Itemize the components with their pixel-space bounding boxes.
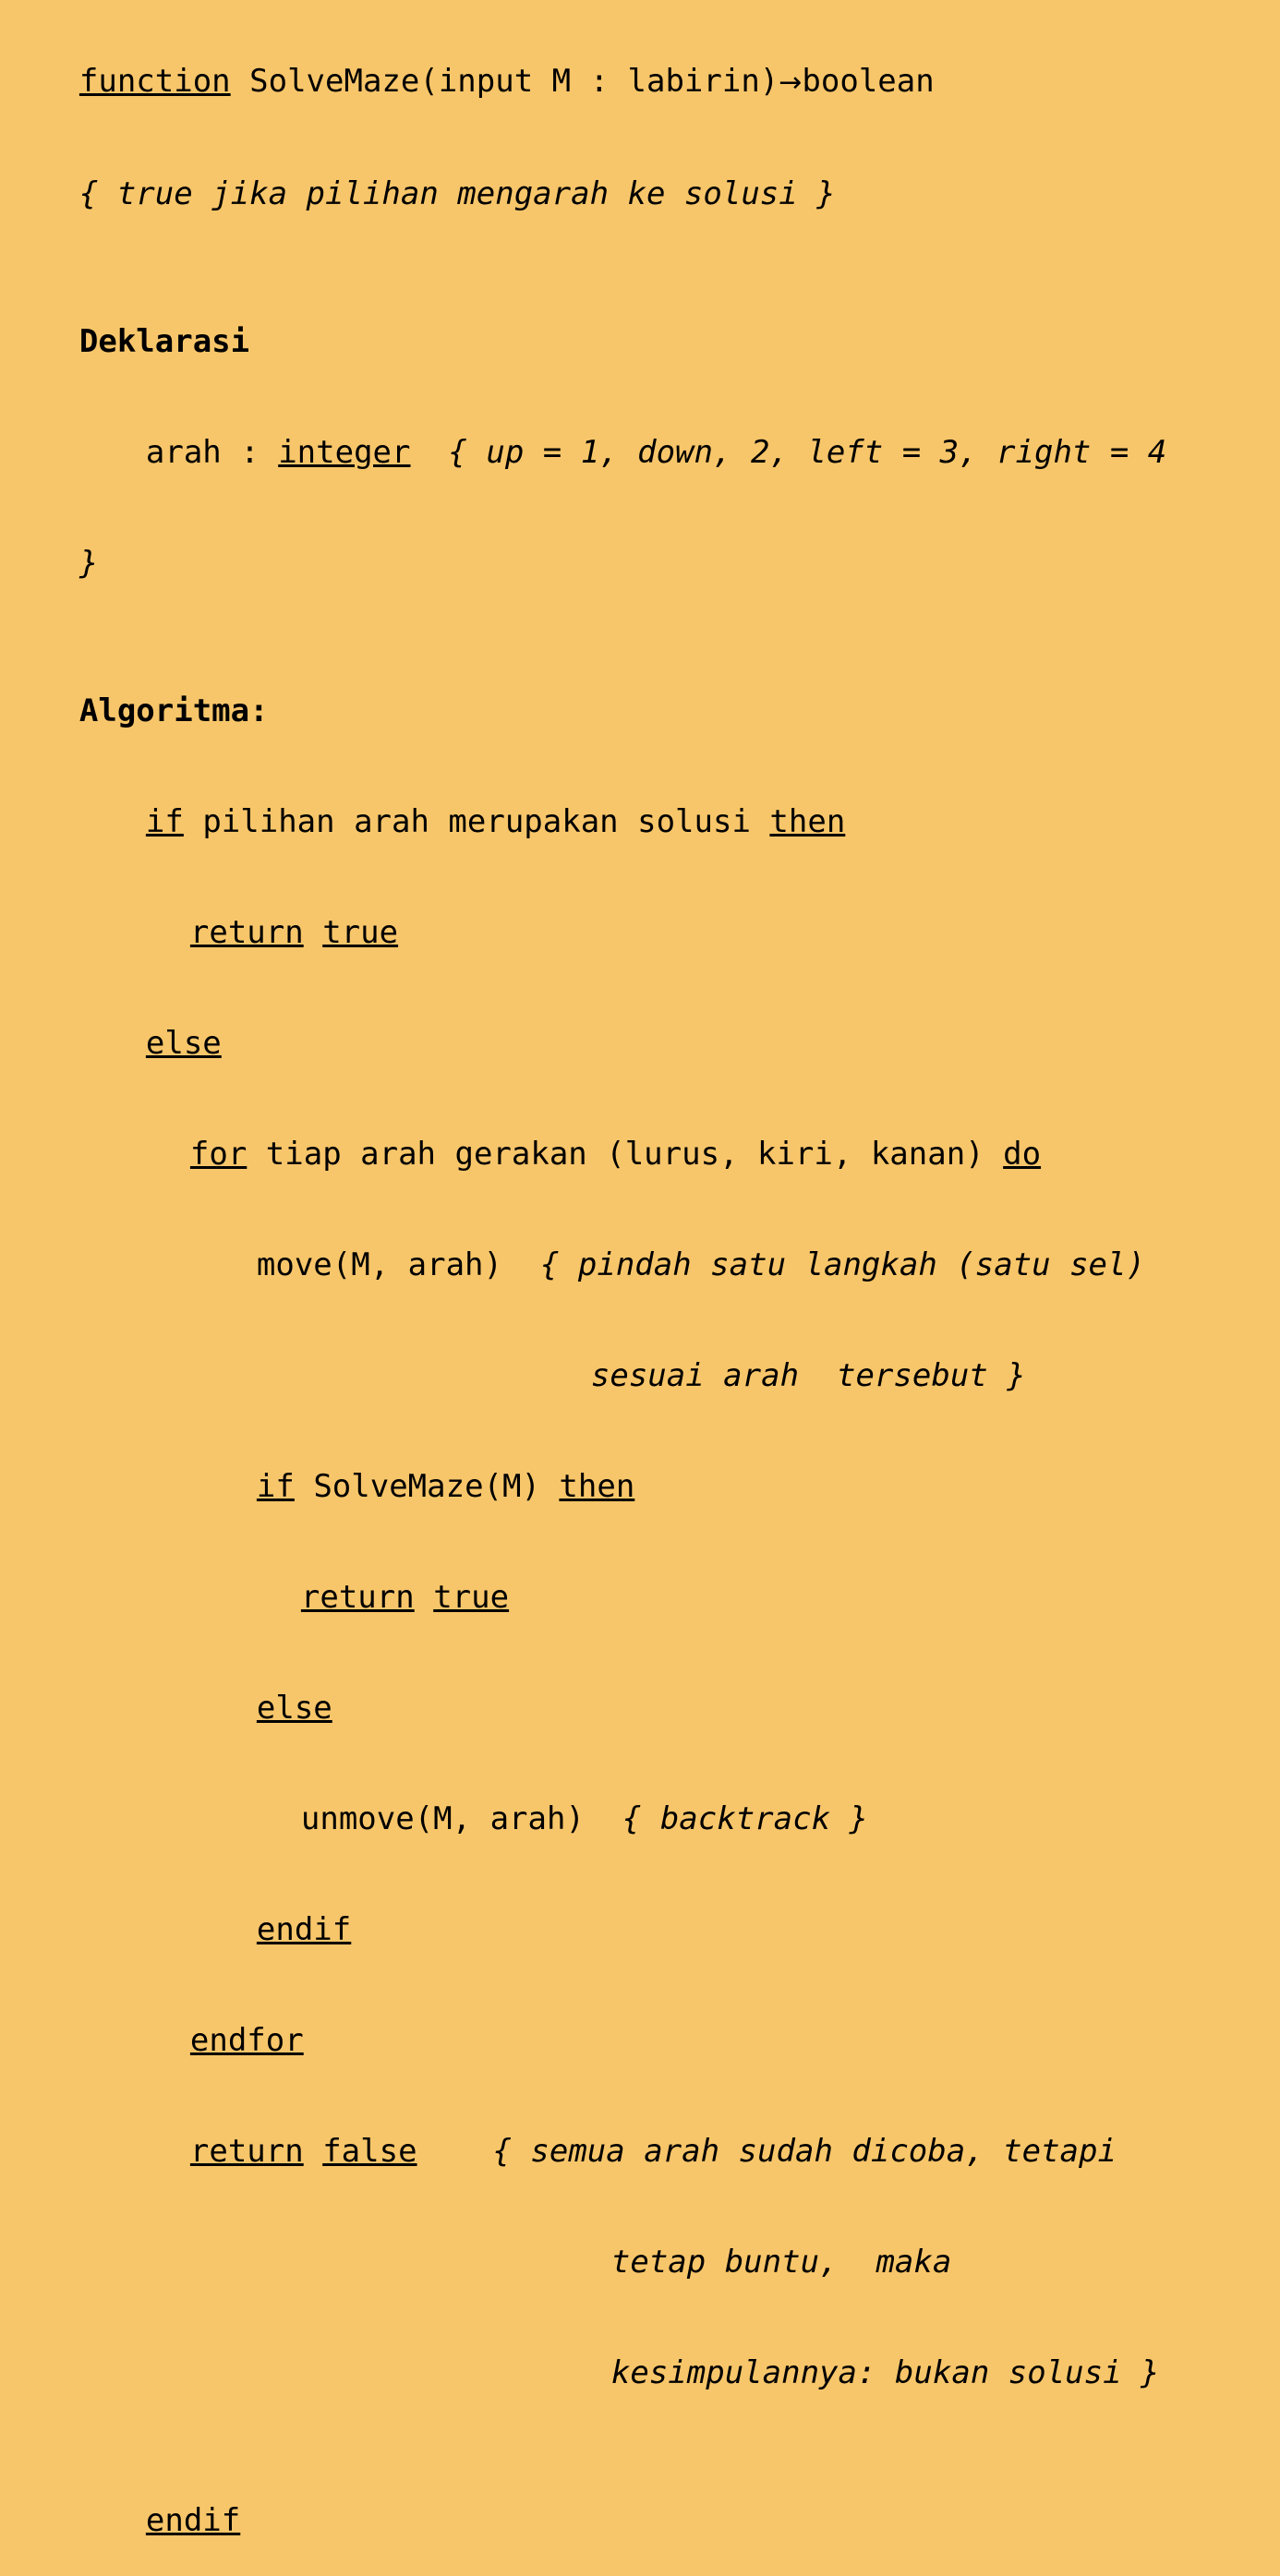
return-false-line <box>4 2096 1280 2207</box>
else-inner-line <box>4 1653 1280 1763</box>
spacer-2 <box>4 619 1280 656</box>
for-text: tiap arah gerakan (lurus, kiri, kanan) <box>247 1136 1004 1173</box>
endif-keyword-inner: endif <box>256 1911 352 1948</box>
if-condition-text: pilihan arah merupakan solusi <box>183 803 770 840</box>
if-solvemaze-line <box>4 1431 1280 1542</box>
for-keyword: for <box>189 1136 248 1173</box>
return-keyword: return <box>189 914 304 951</box>
do-keyword: do <box>1003 1136 1042 1173</box>
return-value-inner: true <box>433 1579 510 1616</box>
function-signature-line <box>4 26 1280 138</box>
return-true-line <box>4 877 1280 988</box>
if-keyword-inner: if <box>256 1468 295 1505</box>
function-comment: { true jika pilihan mengarah ke solusi } <box>78 175 836 212</box>
if-solution-line <box>4 766 1280 877</box>
declaration-comment-close-line <box>4 508 1280 619</box>
declaration-line <box>4 397 1280 508</box>
move-call-line <box>4 1210 1280 1320</box>
else-outer-line <box>4 988 1280 1099</box>
return-false-comment-continued: tetap buntu, maka <box>610 2244 952 2281</box>
declaration-variable: arah : <box>145 434 279 471</box>
declaration-type: integer <box>278 434 411 471</box>
return-false-comment-line-2 <box>4 2207 1280 2317</box>
spacer-1 <box>4 249 1280 286</box>
algoritma-heading-line <box>4 656 1280 766</box>
unmove-call: unmove(M, arah) <box>300 1800 585 1837</box>
function-comment-line <box>4 138 1280 249</box>
endif-inner-line <box>4 1874 1280 1985</box>
if-keyword: if <box>145 803 184 840</box>
return-true-inner-line <box>4 1542 1280 1653</box>
endfor-line <box>4 1985 1280 2096</box>
algoritma-heading: Algoritma: <box>78 692 269 729</box>
move-call: move(M, arah) <box>256 1246 502 1283</box>
move-comment: { pindah satu langkah (satu sel) <box>502 1246 1145 1283</box>
function-keyword: function <box>78 63 231 100</box>
unmove-call-line <box>4 1763 1280 1874</box>
unmove-comment: { backtrack } <box>584 1800 868 1837</box>
declaration-comment-close: } <box>78 545 99 582</box>
if-inner-text: SolveMaze(M) <box>294 1468 560 1505</box>
function-return-type: boolean <box>802 63 935 100</box>
return-false-comment: { semua arah sudah dicoba, tetapi <box>492 2133 1117 2170</box>
then-keyword-inner: then <box>559 1468 635 1505</box>
endif-keyword-outer: endif <box>145 2502 241 2539</box>
then-keyword: then <box>769 803 846 840</box>
for-line <box>4 1099 1280 1210</box>
return-false-comment-line-3 <box>4 2317 1280 2428</box>
deklarasi-heading: Deklarasi <box>78 323 250 360</box>
move-comment-second-line <box>4 1320 1280 1431</box>
endfor-keyword: endfor <box>189 2022 304 2059</box>
declaration-comment: { up = 1, down, 2, left = 3, right = 4 <box>410 434 1167 471</box>
return-keyword-inner: return <box>300 1579 415 1616</box>
return-value-false: false <box>322 2133 417 2170</box>
spacer-3 <box>4 2428 1280 2465</box>
else-keyword: else <box>145 1025 222 1062</box>
return-keyword-false: return <box>189 2133 304 2170</box>
return-value: true <box>322 914 399 951</box>
arrow-icon: → <box>779 66 803 99</box>
return-false-comment-continued-2: kesimpulannya: bukan solusi } <box>610 2354 1160 2391</box>
endif-outer-line <box>4 2465 1280 2576</box>
function-signature-rest: SolveMaze(input M : labirin) <box>230 63 779 100</box>
deklarasi-heading-line <box>4 286 1280 397</box>
move-comment-continued: sesuai arah tersebut } <box>590 1357 1026 1394</box>
else-keyword-inner: else <box>256 1690 332 1727</box>
